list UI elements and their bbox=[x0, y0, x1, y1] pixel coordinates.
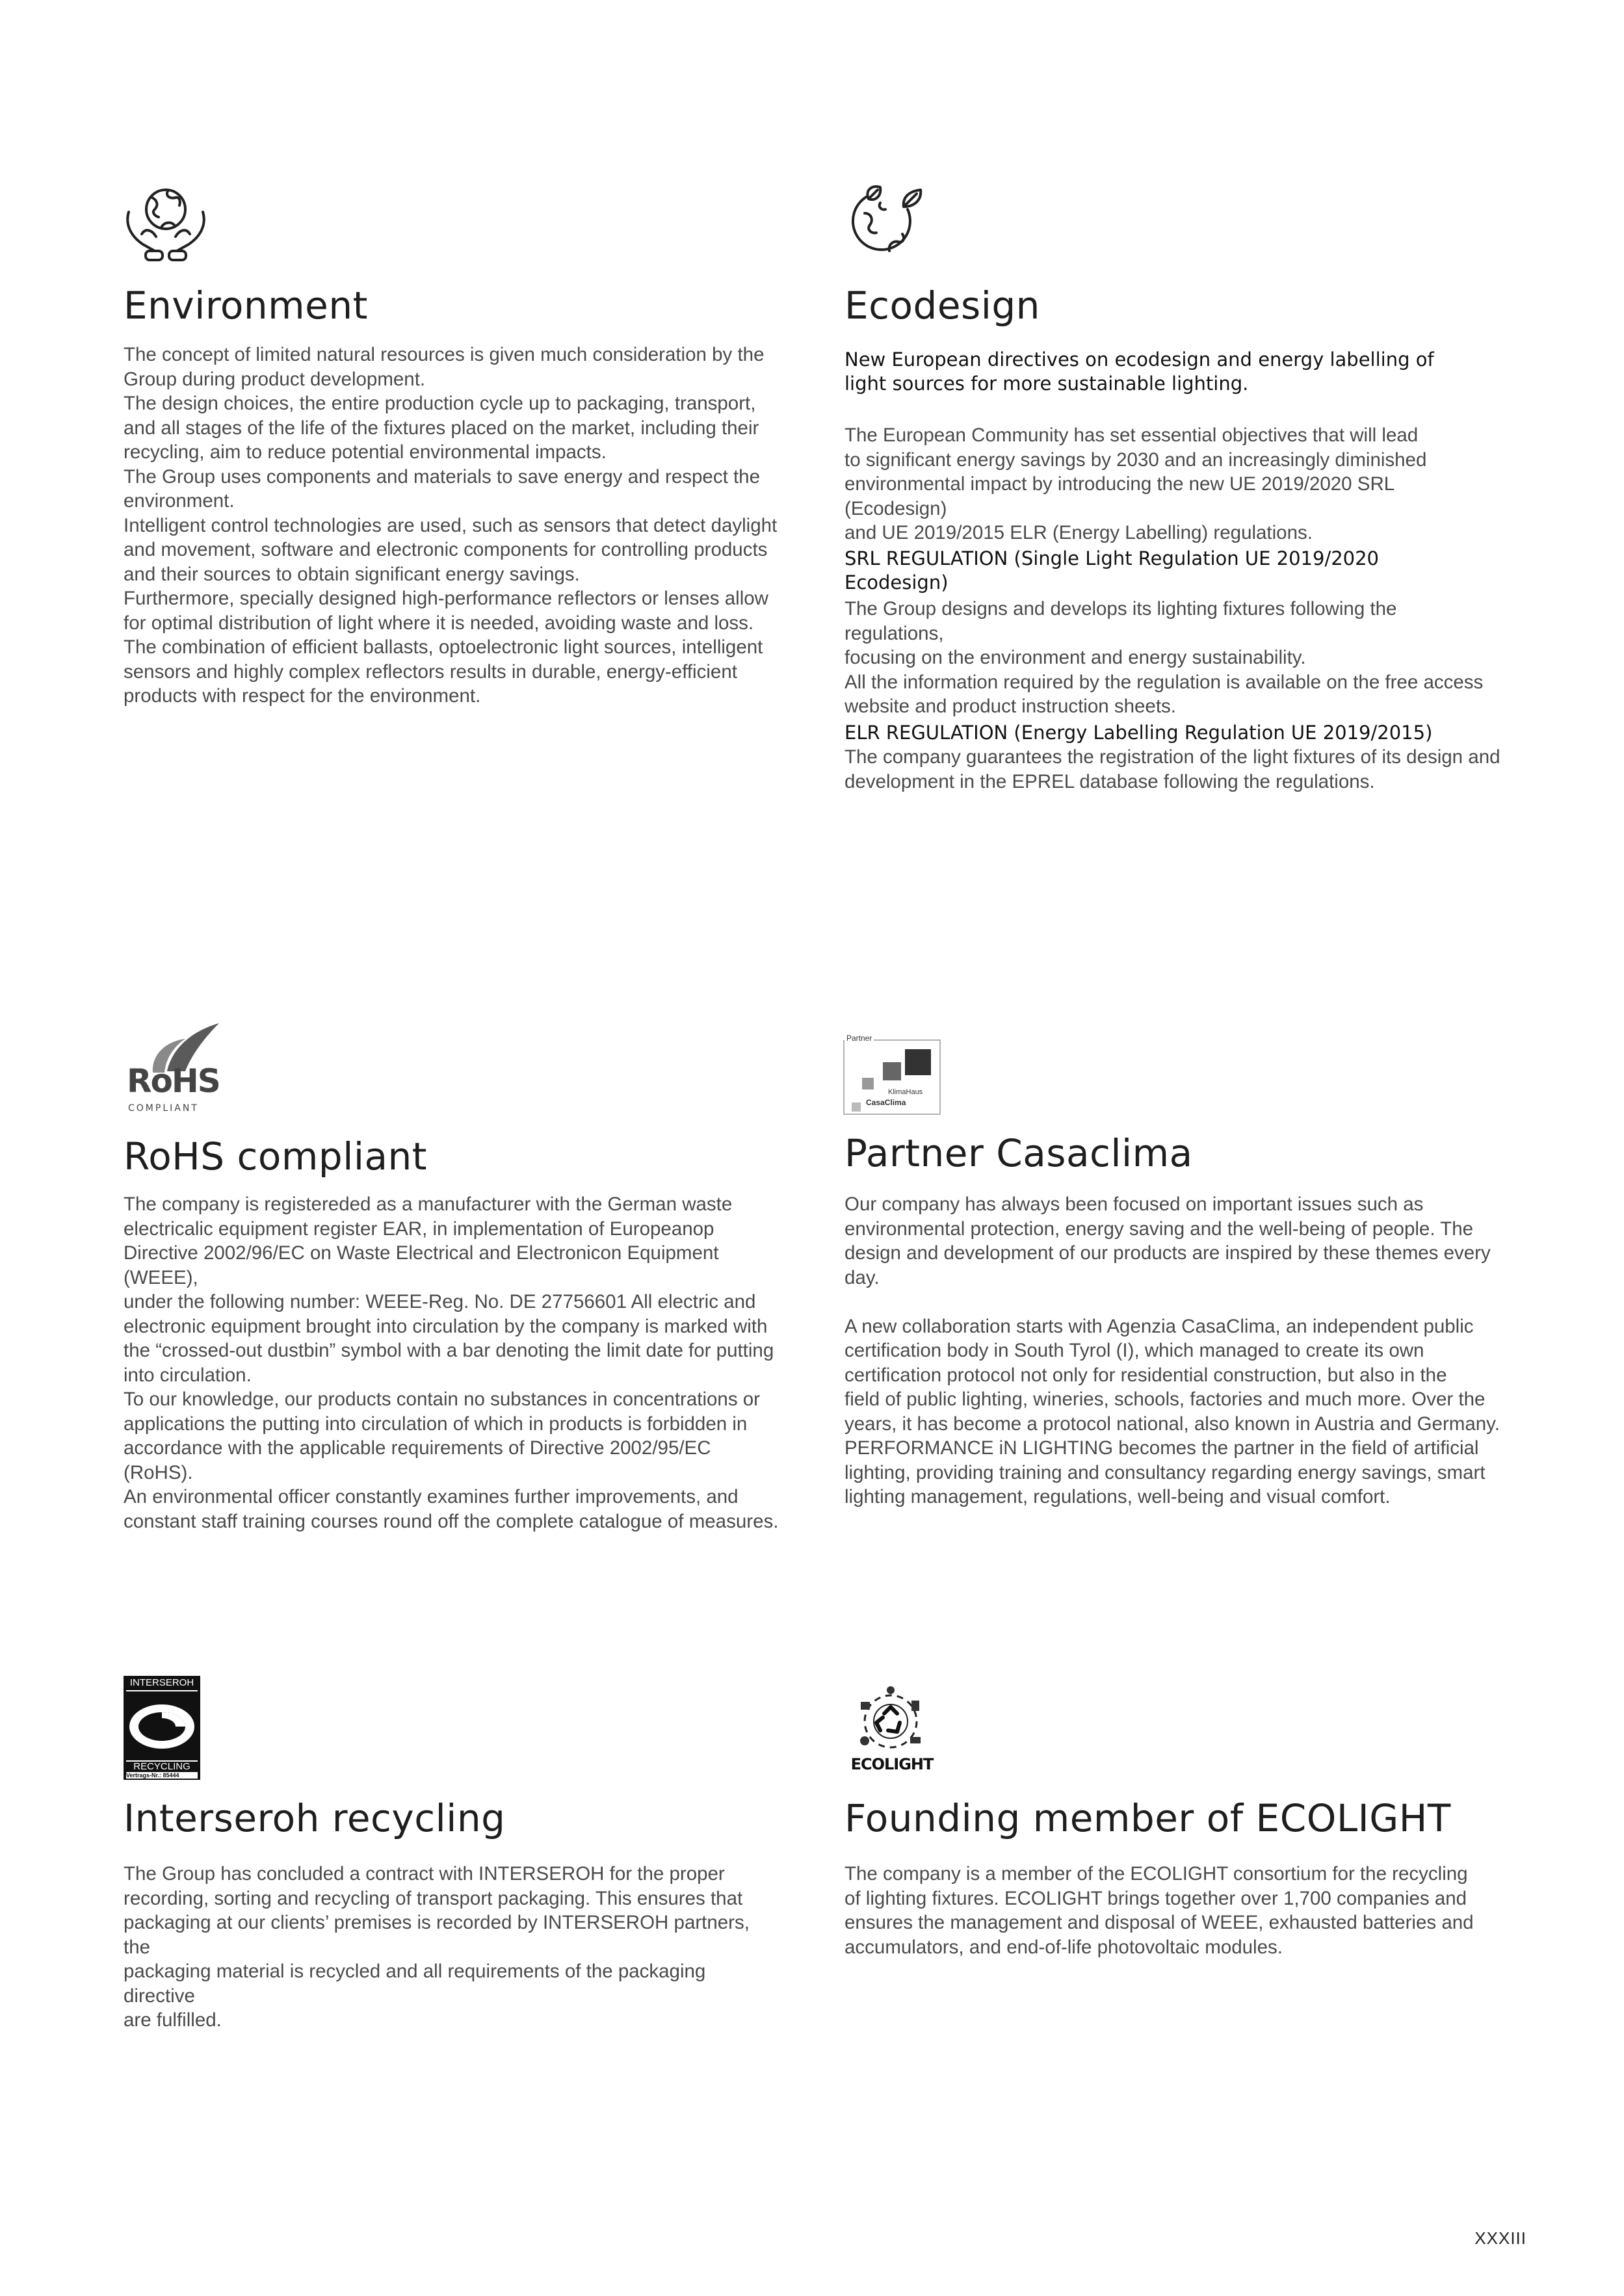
ecodesign-title: Ecodesign bbox=[845, 283, 1040, 328]
ecolight-logo-text: ECOLIGHT bbox=[850, 1755, 934, 1773]
environment-body: The concept of limited natural resources is given much consideration by the Group during product development. The design choices, the entire production cycle up to packaging, transport, and all stages of the life of the fixtures placed on the market, including their recycling, aim to reduce potential environmental impacts. The Group uses components and materials to save energy and respect the environment. Intelligent control technologies are used, such as sensors that detect daylight and movement, software and electronic components for controlling products and their sources to obtain significant energy savings. Furthermore, specially designed high-performance reflectors or lenses allow for optimal distribution of light where it is needed, avoiding waste and loss. The combination of efficient ballasts, optoelectronic light sources, intelligent sensors and highly complex reflectors results in durable, energy-efficient products with respect for the environment. bbox=[124, 344, 778, 707]
recycling-loop-icon bbox=[124, 1694, 200, 1759]
ecodesign-lead: New European directives on ecodesign and energy labelling of light sources for more sustainable lighting. bbox=[845, 348, 1434, 395]
srl-heading: SRL REGULATION (Single Light Regulation UE 2019/2020 Ecodesign) bbox=[845, 547, 1380, 594]
interseroh-logo-bottom: Vertrags-Nr.: 85444 bbox=[126, 1772, 198, 1779]
casaclima-title: Partner Casaclima bbox=[845, 1131, 1193, 1175]
rohs-body: The company is registereded as a manufacturer with the German waste electricalic equipment register EAR, in implementation of Europeanop Directive 2002/96/EC on Waste Electrical and Electronicon Equipment (WEEE), under the following number: WEEE-Reg. No. DE 27756601 All electric and electronic equipment brought into circulation by the company is marked with the “crossed-out dustbin” symbol with a bar denoting the limit date for putting into circulation. To our knowledge, our products contain no substances in concentrations or applications the putting into circulation of which in products is forbidden in accordance with the applicable requirements of Directive 2002/95/EC (RoHS). An environmental officer constantly examines further improvements, and constant staff training courses round off the complete catalogue of measures. bbox=[124, 1194, 779, 1532]
rohs-logo bbox=[127, 1022, 224, 1118]
ecolight-title: Founding member of ECOLIGHT bbox=[845, 1796, 1451, 1840]
rohs-title: RoHS compliant bbox=[124, 1134, 428, 1179]
ecodesign-body: The European Community has set essential objectives that will lead to significant energy savings by 2030 and an increasingly diminished environmental impact by introducing the new UE 2019/2020 SRL (Ecodesign) and UE 2019/2015 ELR (Energy Labelling) regulations. bbox=[845, 424, 1427, 543]
rohs-logo-sub: COMPLIANT bbox=[128, 1103, 199, 1114]
ecolight-logo bbox=[845, 1682, 936, 1779]
casaclima-logo-klima: KlimaHaus bbox=[888, 1088, 923, 1096]
casaclima-logo-partner: Partner bbox=[846, 1034, 872, 1043]
casaclima-partner-logo bbox=[843, 1034, 941, 1115]
interseroh-body: The Group has concluded a contract with INTERSEROH for the proper recording, sorting and recycling of transport packaging. This ensures that packaging at our clients’ premises is recorded by INTERSEROH partners, the packaging material is recycled and all requirements of the packaging directive are fulfilled. bbox=[124, 1863, 750, 2031]
interseroh-title: Interseroh recycling bbox=[124, 1796, 506, 1840]
srl-body: The Group designs and develops its lighting fixtures following the regulations, focusing on the environment and energy sustainability. All the information required by the regulation is available on the free access website and product instruction sheets. bbox=[845, 598, 1484, 717]
page-number: XXXIII bbox=[1474, 2228, 1526, 2248]
interseroh-logo-mid: RECYCLING bbox=[133, 1761, 190, 1772]
globe-in-hands-icon bbox=[122, 183, 210, 268]
interseroh-logo-top: INTERSEROH bbox=[129, 1677, 194, 1688]
casaclima-body: Our company has always been focused on important issues such as environmental protection, energy saving and the well-being of people. The design and development of our products are inspired by these themes every day. A new collaboration starts with Agenzia CasaClima, an independent public certification body in South Tyrol (I), which managed to create its own certification protocol not only for residential construction, but also in the field of public lighting, wineries, schools, factories and much more. Over the years, it has become a protocol national, also known in Austria and Germany. PERFORMANCE iN LIGHTING becomes the partner in the field of artificial lighting, providing training and consultancy regarding energy savings, smart lighting management, regulations, well-being and visual comfort. bbox=[845, 1194, 1500, 1507]
recycle-icon bbox=[845, 1682, 936, 1759]
interseroh-logo bbox=[124, 1676, 200, 1780]
casaclima-logo-casa: CasaClima bbox=[866, 1098, 906, 1107]
rohs-logo-main: RoHS bbox=[127, 1062, 220, 1100]
ecolight-body: The company is a member of the ECOLIGHT consortium for the recycling of lighting fixtures. ECOLIGHT brings together over 1,700 companies and ensures the management and disposal of WEEE, exhausted batteries and accumulators, and end-of-life photovoltaic modules. bbox=[845, 1863, 1474, 1958]
environment-title: Environment bbox=[124, 283, 368, 328]
elr-body: The company guarantees the registration of the light fixtures of its design and development in the EPREL database following the regulations. bbox=[845, 746, 1500, 792]
elr-heading: ELR REGULATION (Energy Labelling Regulation UE 2019/2015) bbox=[845, 722, 1433, 744]
globe-leaves-icon bbox=[843, 183, 927, 265]
